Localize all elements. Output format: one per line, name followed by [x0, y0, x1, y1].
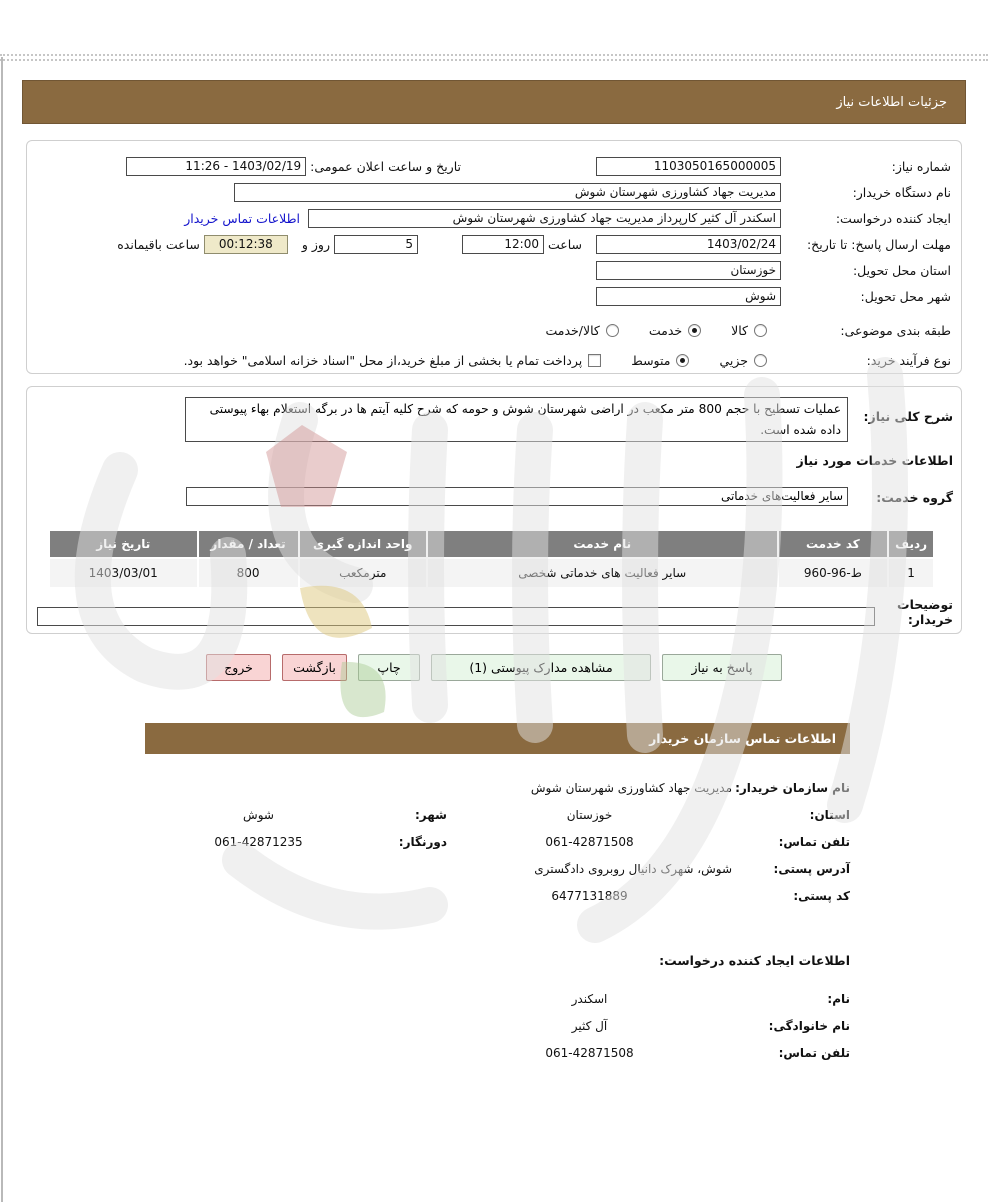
row-creator-phone — [145, 1039, 850, 1066]
exit-button[interactable]: خروج — [206, 654, 271, 681]
row-delivery-city — [37, 283, 951, 309]
treasury-checkbox[interactable] — [588, 354, 601, 367]
row-delivery-province — [37, 257, 951, 283]
row-need-number — [37, 153, 951, 179]
option-service — [649, 323, 701, 338]
need-number-label: شماره نیاز: — [891, 158, 951, 174]
creator-phone-value: 061-42871508 — [545, 1045, 634, 1060]
announce-datetime-field[interactable]: 11:26 - 1403/02/19 — [126, 157, 306, 176]
address-label: آدرس پستی: — [773, 861, 850, 876]
last-name-label: نام خانوادگی: — [768, 1018, 850, 1033]
delivery-province-label: استان محل تحویل: — [852, 262, 951, 278]
services-table — [48, 529, 935, 589]
respond-button[interactable]: پاسخ به نیاز — [662, 654, 782, 681]
buyer-notes-field[interactable] — [37, 607, 875, 626]
radio-service-label: خدمت — [648, 322, 683, 338]
row-subject-classification — [37, 317, 951, 343]
row-province-city — [145, 801, 850, 828]
fax-label: دورنگار: — [398, 834, 447, 849]
fax-value: 061-42871235 — [214, 834, 303, 849]
radio-minor[interactable] — [754, 354, 767, 367]
service-info-panel — [26, 386, 962, 634]
col-service-code: کد خدمت — [779, 531, 888, 557]
back-button[interactable]: بازگشت — [282, 654, 347, 681]
radio-medium[interactable] — [676, 354, 689, 367]
creator-info-block — [145, 985, 850, 1066]
buyer-notes-label — [897, 597, 953, 627]
request-creator-field[interactable]: اسکندر آل کثیر کارپرداز مدیریت جهاد کشاورزی شهرستان شوش — [308, 209, 781, 228]
option-minor — [719, 353, 767, 368]
phone-value: 061-42871508 — [545, 834, 634, 849]
radio-service[interactable] — [688, 324, 701, 337]
row-purchase-process — [37, 347, 951, 373]
action-buttons — [0, 654, 988, 681]
remaining-hours-label: ساعت باقیمانده — [117, 236, 200, 252]
col-service-name: نام خدمت — [428, 531, 777, 557]
col-unit: واحد اندازه گیری — [300, 531, 426, 557]
service-group-field[interactable]: سایر فعالیت‌های خدماتی — [186, 487, 848, 506]
org-name-label: نام سازمان خریدار: — [735, 780, 850, 795]
services-section-heading: اطلاعات خدمات مورد نیاز — [796, 453, 953, 468]
row-postal-code — [145, 882, 850, 909]
remaining-time-badge: 00:12:38 — [204, 235, 288, 254]
hour-label: ساعت — [547, 236, 582, 252]
radio-goods[interactable] — [754, 324, 767, 337]
address-value: شوش، شهرک دانیال روبروی دادگستری — [534, 861, 732, 876]
delivery-province-field[interactable]: خوزستان — [596, 261, 781, 280]
row-buyer-org — [37, 179, 951, 205]
row-response-deadline — [37, 231, 951, 257]
org-name-value: مدیریت جهاد کشاورزی شهرستان شوش — [530, 780, 732, 795]
need-info-panel — [26, 140, 962, 374]
first-name-label: نام: — [827, 991, 850, 1006]
phone-label: تلفن تماس: — [778, 834, 850, 849]
classification-label: طبقه بندی موضوعی: — [840, 322, 951, 338]
col-quantity: تعداد / مقدار — [199, 531, 298, 557]
row-org-name — [145, 774, 850, 801]
option-goods-service — [545, 323, 618, 338]
buyer-notes-label-line2: خریدار: — [907, 612, 953, 627]
remaining-days-field[interactable]: 5 — [334, 235, 418, 254]
treasury-checkbox-group — [184, 353, 602, 368]
left-edge-line — [1, 57, 3, 1202]
first-name-value: اسکندر — [571, 991, 608, 1006]
row-request-creator — [37, 205, 951, 231]
col-need-date: تاریخ نیاز — [50, 531, 197, 557]
delivery-city-label: شهر محل تحویل: — [860, 288, 951, 304]
col-row-index: ردیف — [889, 531, 933, 557]
option-medium — [631, 353, 689, 368]
creator-phone-label: تلفن تماس: — [778, 1045, 850, 1060]
cell-need-date: 1403/03/01 — [50, 559, 197, 587]
province-value: خوزستان — [566, 807, 613, 822]
view-attachments-button[interactable]: مشاهده مدارک پیوستی (1) — [431, 654, 651, 681]
last-name-value: آل کثیر — [571, 1018, 608, 1033]
need-number-field[interactable]: 1103050165000005 — [596, 157, 781, 176]
radio-goods-label: کالا — [731, 322, 748, 338]
days-label: روز و — [301, 236, 330, 252]
radio-goods-service[interactable] — [606, 324, 619, 337]
services-table-header-row — [50, 531, 933, 557]
deadline-date-field[interactable]: 1403/02/24 — [596, 235, 781, 254]
province-label: استان: — [809, 807, 850, 822]
cell-row-index: 1 — [889, 559, 933, 587]
top-dotted-divider — [0, 54, 988, 61]
row-address — [145, 855, 850, 882]
row-phone-fax — [145, 828, 850, 855]
need-description-label: شرح کلی نیاز: — [863, 409, 953, 424]
option-goods — [731, 323, 767, 338]
row-last-name — [145, 1012, 850, 1039]
postal-code-value: 6477131889 — [551, 888, 628, 903]
print-button[interactable]: چاپ — [358, 654, 420, 681]
cell-service-code: 960-96-ط — [779, 559, 888, 587]
city-value: شوش — [243, 807, 274, 822]
announce-datetime-label: تاریخ و ساعت اعلان عمومی: — [310, 158, 461, 174]
deadline-label: مهلت ارسال پاسخ: تا تاریخ: — [806, 236, 951, 252]
treasury-note-label: پرداخت تمام یا بخشی از مبلغ خرید،از محل "اسناد خزانه اسلامی" خواهد بود. — [183, 352, 583, 368]
need-description-field[interactable]: عملیات تسطیح با حجم 800 متر مکعب در اراضی شهرستان شوش و حومه که شرح کلیه آیتم ها در برگه استعلام بهاء پیوستی داده شده است. — [185, 397, 848, 442]
service-group-label: گروه خدمت: — [876, 490, 953, 505]
row-first-name — [145, 985, 850, 1012]
buyer-notes-label-line1: توضیحات — [897, 597, 953, 612]
buyer-org-label: نام دستگاه خریدار: — [852, 184, 951, 200]
table-row — [50, 559, 933, 587]
request-creator-label: ایجاد کننده درخواست: — [835, 210, 951, 226]
buyer-org-field[interactable]: مدیریت جهاد کشاورزی شهرستان شوش — [234, 183, 781, 202]
section-header-need-details: جزئیات اطلاعات نیاز — [22, 80, 966, 124]
cell-service-name: سایر فعالیت های خدماتی شخصی — [428, 559, 777, 587]
buyer-contact-block — [145, 774, 850, 909]
cell-unit: مترمکعب — [300, 559, 426, 587]
creator-section-heading: اطلاعات ایجاد کننده درخواست: — [659, 953, 850, 968]
process-type-label: نوع فرآیند خرید: — [866, 352, 951, 368]
city-label: شهر: — [415, 807, 447, 822]
deadline-hour-field[interactable]: 12:00 — [462, 235, 544, 254]
buyer-contact-link[interactable]: اطلاعات تماس خریدار — [184, 210, 300, 226]
delivery-city-field[interactable]: شوش — [596, 287, 781, 306]
radio-minor-label: جزیي — [719, 352, 748, 368]
radio-medium-label: متوسط — [631, 352, 671, 368]
cell-quantity: 800 — [199, 559, 298, 587]
postal-code-label: کد پستی: — [793, 888, 850, 903]
section-header-buyer-contact: اطلاعات تماس سازمان خریدار — [145, 723, 850, 754]
radio-goods-service-label: کالا/خدمت — [545, 322, 600, 338]
